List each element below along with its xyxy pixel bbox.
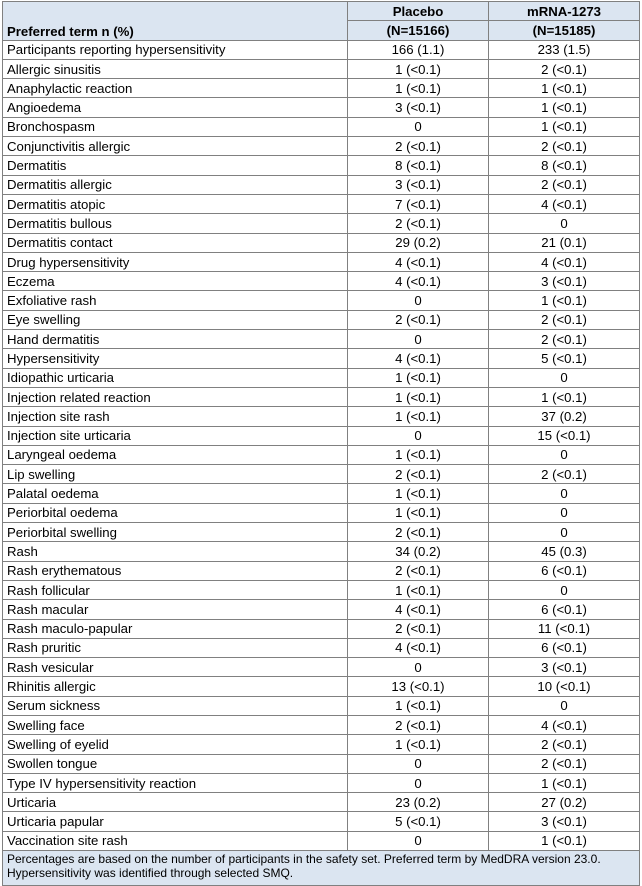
placebo-cell: 0 bbox=[348, 831, 489, 850]
placebo-cell: 1 (<0.1) bbox=[348, 368, 489, 387]
mrna-cell: 2 (<0.1) bbox=[489, 175, 640, 194]
placebo-cell: 2 (<0.1) bbox=[348, 523, 489, 542]
header-row-1 bbox=[3, 2, 640, 21]
term-cell: Injection related reaction bbox=[3, 387, 348, 406]
term-cell: Participants reporting hypersensitivity bbox=[3, 40, 348, 59]
term-cell: Rash bbox=[3, 542, 348, 561]
mrna-cell: 3 (<0.1) bbox=[489, 812, 640, 831]
table-row bbox=[3, 310, 640, 329]
table-row bbox=[3, 619, 640, 638]
term-cell: Dermatitis contact bbox=[3, 233, 348, 252]
placebo-cell: 0 bbox=[348, 773, 489, 792]
placebo-header: Placebo bbox=[348, 2, 489, 21]
mrna-cell: 1 (<0.1) bbox=[489, 117, 640, 136]
table-row bbox=[3, 812, 640, 831]
term-cell: Periorbital swelling bbox=[3, 523, 348, 542]
table-row bbox=[3, 98, 640, 117]
placebo-cell: 29 (0.2) bbox=[348, 233, 489, 252]
footnote-row bbox=[3, 851, 640, 886]
table-row bbox=[3, 561, 640, 580]
term-cell: Swelling face bbox=[3, 715, 348, 734]
table-row bbox=[3, 465, 640, 484]
mrna-cell: 2 (<0.1) bbox=[489, 465, 640, 484]
mrna-cell: 2 (<0.1) bbox=[489, 330, 640, 349]
placebo-cell: 1 (<0.1) bbox=[348, 445, 489, 464]
term-cell: Palatal oedema bbox=[3, 484, 348, 503]
table-row bbox=[3, 831, 640, 850]
mrna-cell: 0 bbox=[489, 696, 640, 715]
placebo-cell: 1 (<0.1) bbox=[348, 387, 489, 406]
term-cell: Conjunctivitis allergic bbox=[3, 137, 348, 156]
table-row bbox=[3, 156, 640, 175]
placebo-cell: 4 (<0.1) bbox=[348, 349, 489, 368]
placebo-cell: 0 bbox=[348, 754, 489, 773]
placebo-cell: 3 (<0.1) bbox=[348, 175, 489, 194]
term-cell: Exfoliative rash bbox=[3, 291, 348, 310]
mrna-cell: 233 (1.5) bbox=[489, 40, 640, 59]
placebo-cell: 5 (<0.1) bbox=[348, 812, 489, 831]
mrna-cell: 10 (<0.1) bbox=[489, 677, 640, 696]
term-cell: Hypersensitivity bbox=[3, 349, 348, 368]
table-row bbox=[3, 503, 640, 522]
table-row bbox=[3, 484, 640, 503]
mrna-cell: 0 bbox=[489, 523, 640, 542]
term-cell: Injection site rash bbox=[3, 407, 348, 426]
mrna-cell: 6 (<0.1) bbox=[489, 638, 640, 657]
placebo-cell: 23 (0.2) bbox=[348, 793, 489, 812]
term-cell: Rash follicular bbox=[3, 580, 348, 599]
term-cell: Serum sickness bbox=[3, 696, 348, 715]
table-row bbox=[3, 330, 640, 349]
mrna-cell: 1 (<0.1) bbox=[489, 98, 640, 117]
placebo-cell: 4 (<0.1) bbox=[348, 638, 489, 657]
table-row bbox=[3, 387, 640, 406]
mrna-cell: 4 (<0.1) bbox=[489, 252, 640, 271]
placebo-cell: 2 (<0.1) bbox=[348, 561, 489, 580]
table-row bbox=[3, 715, 640, 734]
table-row bbox=[3, 349, 640, 368]
placebo-cell: 2 (<0.1) bbox=[348, 715, 489, 734]
mrna-cell: 6 (<0.1) bbox=[489, 561, 640, 580]
term-cell: Rash erythematous bbox=[3, 561, 348, 580]
mrna-cell: 27 (0.2) bbox=[489, 793, 640, 812]
mrna-cell: 3 (<0.1) bbox=[489, 658, 640, 677]
term-cell: Drug hypersensitivity bbox=[3, 252, 348, 271]
placebo-cell: 2 (<0.1) bbox=[348, 310, 489, 329]
mrna-cell: 45 (0.3) bbox=[489, 542, 640, 561]
placebo-cell: 1 (<0.1) bbox=[348, 407, 489, 426]
placebo-cell: 2 (<0.1) bbox=[348, 214, 489, 233]
mrna-n-header: (N=15185) bbox=[489, 21, 640, 40]
table-row bbox=[3, 600, 640, 619]
term-cell: Anaphylactic reaction bbox=[3, 79, 348, 98]
table-row bbox=[3, 523, 640, 542]
table-row bbox=[3, 754, 640, 773]
term-cell: Dermatitis bullous bbox=[3, 214, 348, 233]
term-cell: Vaccination site rash bbox=[3, 831, 348, 850]
preferred-term-header: Preferred term n (%) bbox=[3, 2, 348, 41]
term-cell: Swollen tongue bbox=[3, 754, 348, 773]
table-row bbox=[3, 368, 640, 387]
placebo-cell: 0 bbox=[348, 291, 489, 310]
placebo-cell: 1 (<0.1) bbox=[348, 735, 489, 754]
table-row bbox=[3, 137, 640, 156]
placebo-n-header: (N=15166) bbox=[348, 21, 489, 40]
placebo-cell: 1 (<0.1) bbox=[348, 59, 489, 78]
term-cell: Rash pruritic bbox=[3, 638, 348, 657]
table-row bbox=[3, 175, 640, 194]
table-row bbox=[3, 426, 640, 445]
placebo-cell: 4 (<0.1) bbox=[348, 252, 489, 271]
placebo-cell: 3 (<0.1) bbox=[348, 98, 489, 117]
term-cell: Swelling of eyelid bbox=[3, 735, 348, 754]
placebo-cell: 2 (<0.1) bbox=[348, 465, 489, 484]
mrna-cell: 15 (<0.1) bbox=[489, 426, 640, 445]
term-cell: Rhinitis allergic bbox=[3, 677, 348, 696]
table-row bbox=[3, 233, 640, 252]
mrna-header: mRNA-1273 bbox=[489, 2, 640, 21]
term-cell: Idiopathic urticaria bbox=[3, 368, 348, 387]
table-row bbox=[3, 773, 640, 792]
placebo-cell: 34 (0.2) bbox=[348, 542, 489, 561]
table-row bbox=[3, 677, 640, 696]
table-header bbox=[3, 2, 640, 41]
placebo-cell: 2 (<0.1) bbox=[348, 619, 489, 638]
mrna-cell: 1 (<0.1) bbox=[489, 79, 640, 98]
table-row bbox=[3, 252, 640, 271]
placebo-cell: 4 (<0.1) bbox=[348, 272, 489, 291]
placebo-cell: 0 bbox=[348, 330, 489, 349]
mrna-cell: 4 (<0.1) bbox=[489, 715, 640, 734]
table-row bbox=[3, 658, 640, 677]
table-body bbox=[3, 40, 640, 850]
term-cell: Lip swelling bbox=[3, 465, 348, 484]
placebo-cell: 13 (<0.1) bbox=[348, 677, 489, 696]
placebo-cell: 1 (<0.1) bbox=[348, 484, 489, 503]
table-row bbox=[3, 696, 640, 715]
table-row bbox=[3, 40, 640, 59]
term-cell: Rash maculo-papular bbox=[3, 619, 348, 638]
term-cell: Dermatitis allergic bbox=[3, 175, 348, 194]
term-cell: Eye swelling bbox=[3, 310, 348, 329]
mrna-cell: 4 (<0.1) bbox=[489, 194, 640, 213]
table-row bbox=[3, 194, 640, 213]
table-row bbox=[3, 79, 640, 98]
table-row bbox=[3, 117, 640, 136]
table-row bbox=[3, 59, 640, 78]
table-row bbox=[3, 793, 640, 812]
mrna-cell: 0 bbox=[489, 445, 640, 464]
term-cell: Periorbital oedema bbox=[3, 503, 348, 522]
mrna-cell: 0 bbox=[489, 214, 640, 233]
term-cell: Rash vesicular bbox=[3, 658, 348, 677]
table-row bbox=[3, 291, 640, 310]
term-cell: Urticaria papular bbox=[3, 812, 348, 831]
term-cell: Laryngeal oedema bbox=[3, 445, 348, 464]
term-cell: Urticaria bbox=[3, 793, 348, 812]
hypersensitivity-table bbox=[2, 1, 640, 886]
mrna-cell: 2 (<0.1) bbox=[489, 735, 640, 754]
mrna-cell: 2 (<0.1) bbox=[489, 59, 640, 78]
term-cell: Dermatitis atopic bbox=[3, 194, 348, 213]
table-row bbox=[3, 542, 640, 561]
mrna-cell: 1 (<0.1) bbox=[489, 773, 640, 792]
term-cell: Dermatitis bbox=[3, 156, 348, 175]
mrna-cell: 6 (<0.1) bbox=[489, 600, 640, 619]
document-page bbox=[2, 1, 639, 886]
mrna-cell: 2 (<0.1) bbox=[489, 754, 640, 773]
mrna-cell: 0 bbox=[489, 503, 640, 522]
table-row bbox=[3, 735, 640, 754]
mrna-cell: 3 (<0.1) bbox=[489, 272, 640, 291]
table-row bbox=[3, 407, 640, 426]
table-row bbox=[3, 445, 640, 464]
placebo-cell: 8 (<0.1) bbox=[348, 156, 489, 175]
footnote-text: Percentages are based on the number of participants in the safety set. Preferred term by MedDRA version 23.0. Hypersensitivity was identified through selected SMQ. bbox=[3, 851, 640, 886]
placebo-cell: 4 (<0.1) bbox=[348, 600, 489, 619]
term-cell: Type IV hypersensitivity reaction bbox=[3, 773, 348, 792]
placebo-cell: 1 (<0.1) bbox=[348, 580, 489, 599]
mrna-cell: 2 (<0.1) bbox=[489, 310, 640, 329]
term-cell: Rash macular bbox=[3, 600, 348, 619]
mrna-cell: 37 (0.2) bbox=[489, 407, 640, 426]
mrna-cell: 21 (0.1) bbox=[489, 233, 640, 252]
placebo-cell: 2 (<0.1) bbox=[348, 137, 489, 156]
placebo-cell: 166 (1.1) bbox=[348, 40, 489, 59]
placebo-cell: 7 (<0.1) bbox=[348, 194, 489, 213]
placebo-cell: 1 (<0.1) bbox=[348, 503, 489, 522]
table-row bbox=[3, 580, 640, 599]
placebo-cell: 1 (<0.1) bbox=[348, 696, 489, 715]
placebo-cell: 0 bbox=[348, 426, 489, 445]
mrna-cell: 0 bbox=[489, 580, 640, 599]
table-row bbox=[3, 272, 640, 291]
placebo-cell: 0 bbox=[348, 658, 489, 677]
term-cell: Eczema bbox=[3, 272, 348, 291]
mrna-cell: 1 (<0.1) bbox=[489, 387, 640, 406]
placebo-cell: 1 (<0.1) bbox=[348, 79, 489, 98]
table-row bbox=[3, 638, 640, 657]
table-row bbox=[3, 214, 640, 233]
mrna-cell: 0 bbox=[489, 368, 640, 387]
mrna-cell: 8 (<0.1) bbox=[489, 156, 640, 175]
mrna-cell: 2 (<0.1) bbox=[489, 137, 640, 156]
term-cell: Angioedema bbox=[3, 98, 348, 117]
mrna-cell: 5 (<0.1) bbox=[489, 349, 640, 368]
term-cell: Hand dermatitis bbox=[3, 330, 348, 349]
placebo-cell: 0 bbox=[348, 117, 489, 136]
mrna-cell: 1 (<0.1) bbox=[489, 831, 640, 850]
mrna-cell: 11 (<0.1) bbox=[489, 619, 640, 638]
mrna-cell: 1 (<0.1) bbox=[489, 291, 640, 310]
table-footer bbox=[3, 851, 640, 886]
term-cell: Bronchospasm bbox=[3, 117, 348, 136]
mrna-cell: 0 bbox=[489, 484, 640, 503]
term-cell: Allergic sinusitis bbox=[3, 59, 348, 78]
term-cell: Injection site urticaria bbox=[3, 426, 348, 445]
